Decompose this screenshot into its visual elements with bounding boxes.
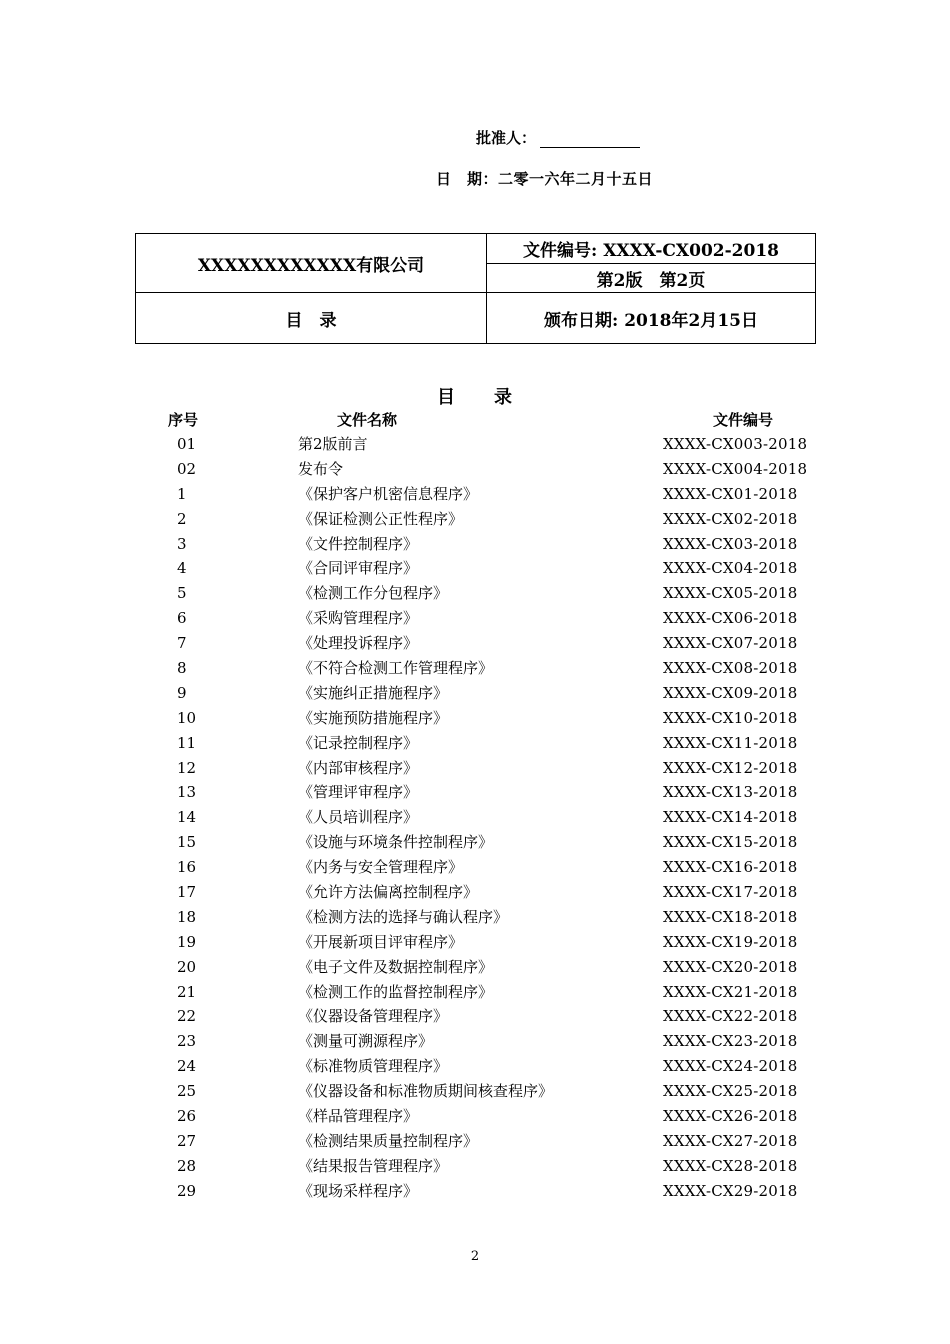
- toc-row: [0, 558, 950, 583]
- toc-item-code: XXXX-CX06-2018: [663, 609, 798, 628]
- toc-item-code: XXXX-CX004-2018: [663, 459, 808, 478]
- toc-item-name: 《文件控制程序》: [298, 534, 419, 553]
- toc-item-name: 《检测工作的监督控制程序》: [298, 982, 494, 1001]
- toc-item-number: 19: [177, 932, 197, 951]
- toc-row: [0, 758, 950, 783]
- toc-row: [0, 683, 950, 708]
- toc-item-name: 《现场采样程序》: [298, 1181, 419, 1200]
- toc-row: [0, 459, 950, 484]
- approver-signature-line: [540, 133, 640, 148]
- toc-row: [0, 1106, 950, 1131]
- toc-row: [0, 1006, 950, 1031]
- toc-item-code: XXXX-CX12-2018: [663, 758, 798, 777]
- company-name: XXXXXXXXXXXX有限公司: [136, 234, 487, 293]
- toc-item-name: 《检测结果质量控制程序》: [298, 1131, 479, 1150]
- toc-item-name: 《开展新项目评审程序》: [298, 932, 464, 951]
- toc-row: [0, 733, 950, 758]
- toc-item-number: 13: [177, 783, 197, 802]
- toc-row: [0, 1131, 950, 1156]
- issue-date: 颁布日期: 2018年2月15日: [487, 293, 816, 344]
- toc-item-name: 《仪器设备和标准物质期间核查程序》: [298, 1082, 554, 1101]
- toc-row: [0, 907, 950, 932]
- toc-item-number: 20: [177, 957, 197, 976]
- toc-item-number: 26: [177, 1107, 197, 1126]
- toc-item-number: 02: [177, 459, 197, 478]
- toc-item-code: XXXX-CX15-2018: [663, 833, 798, 852]
- toc-item-code: XXXX-CX25-2018: [663, 1082, 798, 1101]
- toc-item-name: 《内务与安全管理程序》: [298, 858, 464, 877]
- toc-item-name: 《内部审核程序》: [298, 758, 419, 777]
- toc-item-name: 第2版前言: [298, 435, 368, 453]
- toc-item-code: XXXX-CX16-2018: [663, 858, 798, 877]
- toc-item-name: 《仪器设备管理程序》: [298, 1007, 449, 1026]
- section-title: 目 录: [136, 293, 487, 344]
- toc-row: [0, 1056, 950, 1081]
- toc-item-name: 《人员培训程序》: [298, 808, 419, 827]
- toc-item-code: XXXX-CX01-2018: [663, 484, 798, 503]
- toc-item-number: 6: [177, 609, 187, 628]
- toc-row: [0, 1181, 950, 1206]
- toc-row: [0, 633, 950, 658]
- toc-item-number: 5: [177, 584, 187, 603]
- toc-item-code: XXXX-CX11-2018: [663, 733, 798, 752]
- toc-row: [0, 583, 950, 608]
- version-page: 第2版 第2页: [487, 264, 816, 293]
- toc-item-name: 《标准物质管理程序》: [298, 1057, 449, 1076]
- toc-row: [0, 982, 950, 1007]
- toc-item-code: XXXX-CX18-2018: [663, 907, 798, 926]
- toc-item-code: XXXX-CX14-2018: [663, 808, 798, 827]
- toc-row: [0, 832, 950, 857]
- toc-item-name: 《测量可溯源程序》: [298, 1032, 434, 1051]
- toc-row: [0, 1031, 950, 1056]
- toc-row: [0, 434, 950, 459]
- toc-row: [0, 608, 950, 633]
- toc-item-number: 01: [177, 435, 197, 453]
- toc-item-number: 4: [177, 559, 187, 578]
- toc-item-number: 12: [177, 758, 197, 777]
- toc-item-code: XXXX-CX09-2018: [663, 683, 798, 702]
- toc-item-number: 25: [177, 1082, 197, 1101]
- toc-item-code: XXXX-CX04-2018: [663, 559, 798, 578]
- toc-item-code: XXXX-CX03-2018: [663, 534, 798, 553]
- toc-title: 目 录: [437, 387, 513, 408]
- toc-item-code: XXXX-CX05-2018: [663, 584, 798, 603]
- toc-item-number: 7: [177, 634, 187, 653]
- toc-item-name: 《检测工作分包程序》: [298, 584, 449, 603]
- toc-item-code: XXXX-CX02-2018: [663, 509, 798, 528]
- toc-item-name: 发布令: [298, 459, 344, 478]
- toc-item-name: 《不符合检测工作管理程序》: [298, 659, 494, 678]
- toc-row: [0, 957, 950, 982]
- toc-item-code: XXXX-CX28-2018: [663, 1156, 798, 1175]
- toc-item-name: 《样品管理程序》: [298, 1107, 419, 1126]
- toc-item-number: 14: [177, 808, 197, 827]
- toc-item-code: XXXX-CX24-2018: [663, 1057, 798, 1076]
- toc-item-name: 《保证检测公正性程序》: [298, 509, 464, 528]
- toc-item-name: 《电子文件及数据控制程序》: [298, 957, 494, 976]
- toc-item-number: 8: [177, 659, 187, 678]
- toc-item-number: 27: [177, 1131, 197, 1150]
- toc-item-number: 29: [177, 1181, 197, 1200]
- toc-item-code: XXXX-CX10-2018: [663, 708, 798, 727]
- toc-item-name: 《管理评审程序》: [298, 783, 419, 802]
- toc-item-number: 28: [177, 1156, 197, 1175]
- approval-date: 日 期：二零一六年二月十五日: [436, 170, 654, 188]
- toc-item-code: XXXX-CX23-2018: [663, 1032, 798, 1051]
- document-header-table: [135, 233, 816, 344]
- toc-item-name: 《设施与环境条件控制程序》: [298, 833, 494, 852]
- toc-item-number: 15: [177, 833, 197, 852]
- toc-row: [0, 932, 950, 957]
- toc-row: [0, 658, 950, 683]
- page-number: 2: [470, 1249, 480, 1264]
- doc-number: 文件编号: XXXX-CX002-2018: [487, 234, 816, 264]
- toc-item-code: XXXX-CX20-2018: [663, 957, 798, 976]
- toc-item-number: 16: [177, 858, 197, 877]
- toc-item-number: 22: [177, 1007, 197, 1026]
- toc-item-number: 11: [177, 733, 197, 752]
- toc-row: [0, 509, 950, 534]
- toc-item-code: XXXX-CX27-2018: [663, 1131, 798, 1150]
- toc-item-number: 3: [177, 534, 187, 553]
- toc-row: [0, 857, 950, 882]
- toc-item-name: 《处理投诉程序》: [298, 634, 419, 653]
- toc-item-number: 17: [177, 883, 197, 902]
- toc-item-number: 2: [177, 509, 187, 528]
- approver-field: [476, 127, 640, 148]
- toc-list: [0, 434, 950, 1206]
- toc-item-code: XXXX-CX19-2018: [663, 932, 798, 951]
- toc-item-code: XXXX-CX003-2018: [663, 435, 808, 453]
- toc-item-name: 《采购管理程序》: [298, 609, 419, 628]
- toc-row: [0, 708, 950, 733]
- column-header-no: 序号: [168, 411, 199, 429]
- toc-item-number: 1: [177, 484, 187, 503]
- toc-item-name: 《结果报告管理程序》: [298, 1156, 449, 1175]
- toc-item-code: XXXX-CX07-2018: [663, 634, 798, 653]
- toc-item-name: 《实施预防措施程序》: [298, 708, 449, 727]
- column-header-name: 文件名称: [337, 411, 398, 429]
- toc-item-number: 10: [177, 708, 197, 727]
- toc-row: [0, 807, 950, 832]
- toc-item-name: 《记录控制程序》: [298, 733, 419, 752]
- toc-item-name: 《允许方法偏离控制程序》: [298, 883, 479, 902]
- toc-row: [0, 484, 950, 509]
- toc-row: [0, 534, 950, 559]
- toc-item-name: 《实施纠正措施程序》: [298, 683, 449, 702]
- toc-item-code: XXXX-CX08-2018: [663, 659, 798, 678]
- toc-row: [0, 1156, 950, 1181]
- toc-item-code: XXXX-CX29-2018: [663, 1181, 798, 1200]
- toc-item-number: 18: [177, 907, 197, 926]
- toc-item-number: 23: [177, 1032, 197, 1051]
- toc-item-code: XXXX-CX21-2018: [663, 982, 798, 1001]
- toc-item-number: 9: [177, 683, 187, 702]
- toc-item-name: 《检测方法的选择与确认程序》: [298, 907, 509, 926]
- toc-item-name: 《保护客户机密信息程序》: [298, 484, 479, 503]
- toc-row: [0, 882, 950, 907]
- approver-label: 批准人：: [476, 129, 537, 147]
- toc-item-code: XXXX-CX17-2018: [663, 883, 798, 902]
- toc-item-code: XXXX-CX13-2018: [663, 783, 798, 802]
- toc-row: [0, 782, 950, 807]
- column-header-code: 文件编号: [713, 411, 774, 429]
- toc-row: [0, 1081, 950, 1106]
- toc-item-number: 24: [177, 1057, 197, 1076]
- toc-item-name: 《合同评审程序》: [298, 559, 419, 578]
- toc-item-number: 21: [177, 982, 197, 1001]
- toc-item-code: XXXX-CX26-2018: [663, 1107, 798, 1126]
- toc-item-code: XXXX-CX22-2018: [663, 1007, 798, 1026]
